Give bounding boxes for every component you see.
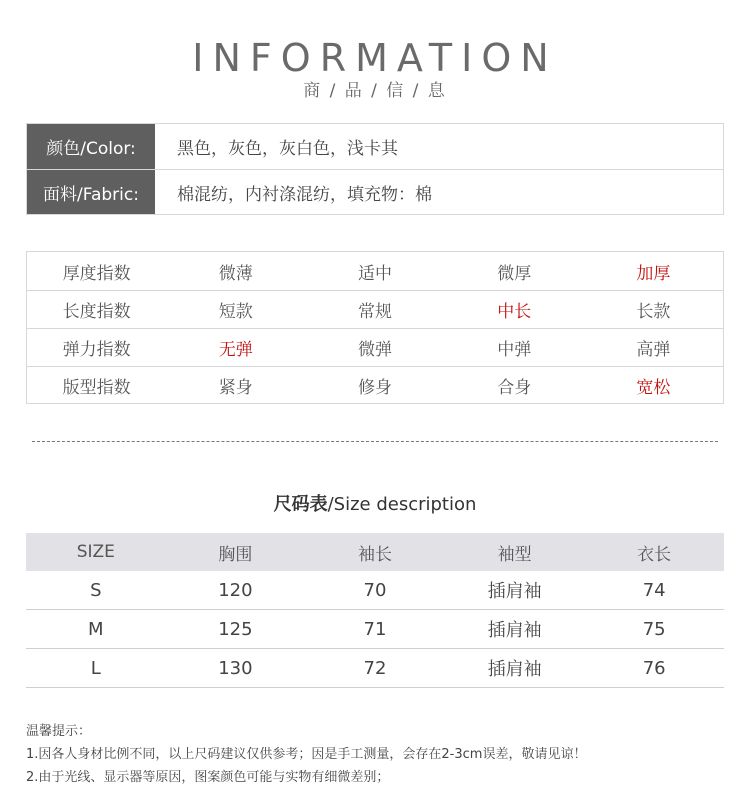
notes-block	[26, 720, 726, 789]
color-row	[27, 124, 723, 169]
page-title: INFORMATION	[192, 36, 558, 80]
index-option: 微厚	[497, 263, 532, 284]
size-column-header: 衣长	[637, 544, 672, 565]
fabric-label: 面料/Fabric:	[27, 170, 155, 214]
table-cell: 插肩袖	[487, 659, 542, 680]
index-row	[27, 328, 723, 366]
table-cell: 70	[363, 579, 387, 601]
table-cell: 76	[642, 657, 666, 679]
index-option: 常规	[358, 302, 392, 322]
table-cell: 125	[218, 618, 253, 640]
index-option: 中弹	[497, 340, 532, 360]
index-label: 长度指数	[62, 302, 131, 322]
index-option: 短款	[218, 302, 253, 322]
size-column-header: SIZE	[76, 542, 115, 562]
index-option: 紧身	[218, 378, 253, 398]
index-label: 版型指数	[62, 378, 131, 398]
size-chart-table	[26, 533, 724, 688]
fit-index-table	[26, 251, 724, 404]
index-option: 长款	[636, 302, 671, 322]
table-cell: 75	[642, 618, 666, 640]
table-cell: 71	[363, 618, 387, 640]
size-column-header: 胸围	[218, 544, 253, 565]
index-option: 高弹	[636, 340, 671, 360]
size-chart-heading-bold: 尺码表	[273, 494, 328, 515]
index-option: 微弹	[358, 340, 392, 360]
table-cell: 插肩袖	[487, 581, 542, 602]
table-cell: S	[90, 579, 102, 601]
table-row	[26, 610, 724, 649]
fabric-row	[27, 169, 723, 214]
table-row	[26, 649, 724, 688]
notes-title: 温馨提示：	[26, 724, 92, 739]
index-row	[27, 252, 723, 290]
index-option-selected: 无弹	[218, 340, 253, 360]
index-label: 厚度指数	[62, 263, 131, 284]
index-option-selected: 加厚	[636, 263, 671, 284]
table-row	[26, 571, 724, 610]
index-row	[27, 290, 723, 328]
table-cell: L	[90, 657, 101, 679]
size-chart-heading	[0, 493, 750, 517]
dashed-divider	[32, 441, 718, 442]
size-table-header	[26, 533, 724, 571]
notes-item: 2.由于光线、显示器等原因，图案颜色可能与实物有细微差别；	[26, 770, 390, 785]
table-cell: M	[88, 618, 104, 640]
index-label: 弹力指数	[62, 340, 131, 360]
color-value: 黑色，灰色，灰白色，浅卡其	[177, 139, 398, 159]
table-cell: 72	[363, 657, 387, 679]
product-info-table	[26, 123, 724, 215]
index-option-selected: 中长	[497, 302, 532, 322]
index-row	[27, 366, 723, 404]
fabric-value: 棉混纺，内衬涤混纺，填充物：棉	[177, 184, 432, 205]
index-option: 合身	[497, 378, 532, 398]
index-option: 修身	[358, 378, 392, 398]
index-option-selected: 宽松	[636, 378, 671, 398]
size-chart-heading-rest: /Size description	[327, 494, 477, 515]
table-cell: 插肩袖	[487, 620, 542, 641]
notes-item: 1.因各人身材比例不同，以上尺码建议仅供参考；因是手工测量，会存在2-3cm误差，敬请见谅！	[26, 747, 587, 762]
size-column-header: 袖长	[357, 544, 392, 565]
page-subtitle: 商 / 品 / 信 / 息	[303, 81, 447, 101]
size-column-header: 袖型	[497, 544, 532, 565]
index-option: 适中	[358, 263, 392, 284]
table-cell: 130	[218, 657, 253, 679]
table-cell: 120	[218, 579, 253, 601]
color-label: 颜色/Color:	[27, 124, 155, 169]
index-option: 微薄	[218, 263, 253, 284]
table-cell: 74	[642, 579, 666, 601]
